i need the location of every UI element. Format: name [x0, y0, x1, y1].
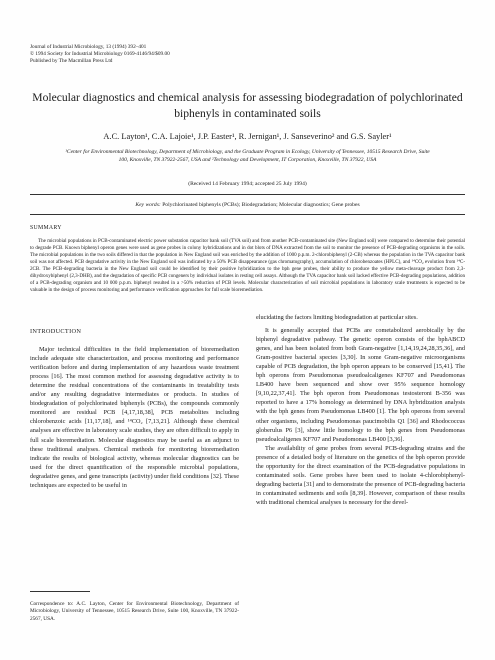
article-title: Molecular diagnostics and chemical analysis for assessing biodegradation of polychlorinated biphenyls in contaminated soils [32, 91, 463, 120]
introduction-heading: INTRODUCTION [30, 328, 82, 335]
left-column [30, 299, 239, 490]
author-list: A.C. Layton¹, C.A. Lajoie¹, J.P. Easter¹, R. Jernigan¹, J. Sanseverino² and G.S. Sayler¹ [103, 132, 392, 141]
right-column [256, 313, 465, 507]
keywords [30, 202, 465, 209]
keywords-label: Key words: [135, 202, 161, 208]
divider-bottom [30, 214, 465, 215]
journal-line-1: Journal of Industrial Microbiology, 13 (1994) 392–401 [30, 44, 147, 50]
divider-top [30, 194, 465, 195]
right-paragraph-1: It is generally accepted that PCBs are cometabolized aerobically by the biphenyl degradative pathway. The genetic operon consists of the bphABCD genes, and has been isolated from both Gram-negative [1,14,19,24,28,35,36], and Gram-positive bacterial species [3,30]. In some Gram-negative microorganisms capable of PCB degradation, the bph operon appears to be conserved [15,41]. The bph operons from Pseudomonas pseudoalcaligenes KF707 and Pseudomonas LB400 have been sequenced and show over 95% sequence homology [9,10,22,37,41]. The bph operon from Pseudomonas testosteroni B-356 was reported to have a 17% homology as determined by DNA hybridization analysis with the bph genes from Pseudomonas LB400 [1]. The bph operons from several other organisms, including Pseudomonas paucimobilis Q1 [36] and Rhodococcus globerulus P6 [3], show little homology to the bph genes from Pseudomonas pseudoalcaligenes KF707 and Pseudomonas LB400 [3,36]. [256, 327, 465, 443]
right-paragraph-0: elucidating the factors limiting biodegradation at particular sites. [256, 314, 418, 321]
journal-line-3: Published by The Macmillan Press Ltd [30, 58, 113, 65]
summary-heading: SUMMARY [30, 225, 62, 231]
intro-paragraph-1: Major technical difficulties in the field implementation of bioremediation include adequate site characterization, and process monitoring and performance verification before and during implementation of any hazardous waste treatment process [16]. The most common method for assessing degradative activity is to determine the residual concentrations of the contaminants in treatability tests and/or any resulting degradative intermediates or products. In studies of biodegradation of polychlorinated biphenyls (PCBs), the compounds commonly monitored are residual PCB [4,17,18,38], PCB metabolites including chlorobenzoic acids [11,17,18], and ¹⁴CO₂ [7,13,21]. Although these chemical analyses are effective in laboratory scale studies, they are often difficult to apply in full scale bioremediation. Molecular diagnostics may be useful as an adjunct to these traditional analyses. Chemical methods for monitoring bioremediation indicate the results of biological activity, whereas molecular diagnostics can be used for the direct quantification of the responsible microbial populations, degradative genes, and gene transcripts (activity) under field conditions [32]. These techniques are expected to be useful in [30, 346, 239, 489]
received-dates: (Received 14 February 1994; accepted 25 July 1994) [188, 181, 307, 187]
footnote-divider [30, 591, 90, 592]
journal-line-2: © 1994 Society for Industrial Microbiology 0169-4146/94/$09.00 [30, 51, 170, 58]
summary-text: The microbial populations in PCB-contaminated electric power substation capacitor bank soil (TVA soil) and from another PCB-contaminated site (New England soil) were compared to determine their potential to degrade PCB. Known biphenyl operon genes were used as gene probes in colony hybridizations and in dot blots of DNA extracted from the soil to monitor the presence of PCB-degrading organisms in the soils. The microbial populations in the two soils differed in that the population in New England soil was enriched by the addition of 1000 p.p.m. 2-chlorobiphenyl (2-CB) whereas the population in the TVA capacitor bank soil was not affected. PCB degradative activity in the New England soil was indicated by a 50% PCB disappearance (gas chromatography), accumulation of chlorobenzoates (HPLC), and ¹⁴CO₂ evolution from ¹⁴C-2CB. The PCB-degrading bacteria in the New England soil could be identified by their positive hybridization to the bph gene probes, their ability to produce the yellow meta-cleavage product from 2,3-dihydroxybiphenyl (2,3-DHB), and the degradation of specific PCB congeners by individual isolates in resting cell assays. Although the TVA capacitor bank soil lacked effective PCB-degrading populations, addition of a PCB-degrading organism and 10 000 p.p.m. biphenyl resulted in a >50% reduction of PCB levels. Molecular characterization of soil microbial populations in laboratory scale treatments is expected to be valuable in the design of process monitoring and performance verification approaches for full scale bioremediation. [30, 238, 465, 294]
affiliation: ¹Center for Environmental Biotechnology, Department of Microbiology, and the Graduate Program in Ecology, University of Tennessee, 10515 Research Drive, Suite 100, Knoxville, TN 37922-2567, USA and ²Technology and Development, IT Corporation, Knoxville, TN 37922, USA [65, 149, 430, 163]
keywords-text: Polychlorinated biphenyls (PCBs); Biodegradation; Molecular diagnostics; Gene probes [162, 202, 360, 208]
correspondence-footnote: Correspondence to: A.C. Layton, Center for Environmental Biotechnology, Department of Microbiology, University of Tennessee, 10515 Research Drive, Suite 100, Knoxville, TN 37922-2567, USA. [30, 601, 239, 622]
right-paragraph-2: The availability of gene probes from several PCB-degrading strains and the presence of a detailed body of literature on the genetics of the bph operon provide the opportunity for the direct examination of the PCB-degradative populations in contaminated soils. Gene probes have been used to isolate 4-chlorobiphenyl-degrading bacteria [31] and to demonstrate the presence of PCB-degrading bacteria in contaminated sediments and soils [8,39]. However, comparison of these results with traditional chemical analyses is necessary for the devel- [256, 444, 465, 506]
journal-citation [30, 44, 170, 66]
